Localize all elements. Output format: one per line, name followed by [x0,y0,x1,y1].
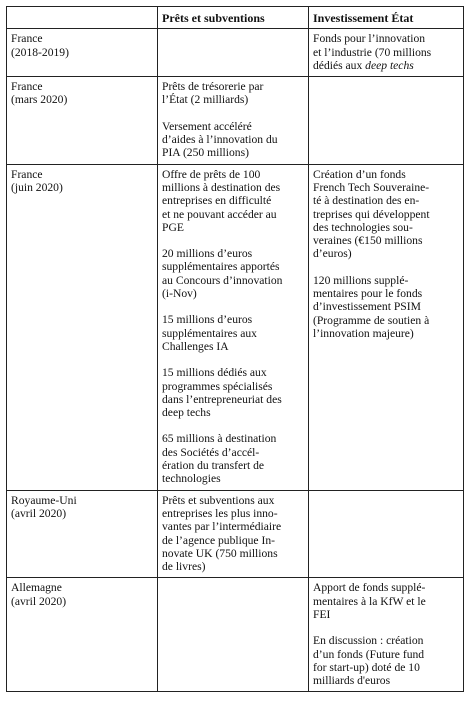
invest-line: FEI [313,607,331,621]
funding-table [6,6,464,692]
prets-line: technologies [162,472,221,486]
country-line: (2018-2019) [11,45,69,59]
country-line: Royaume-Uni [11,493,77,507]
invest-cell [309,164,464,490]
invest-paragraph [313,32,459,72]
invest-line: d’un fonds (Future fund [313,647,425,661]
table-header [7,7,464,29]
country-cell [7,164,158,490]
invest-paragraph [313,581,459,621]
prets-line: 65 millions à destination [162,432,277,446]
country-line: Allemagne [11,581,62,595]
invest-line: 120 millions supplé- [313,273,409,287]
table-row [7,164,464,490]
invest-line: for start-up) doté de 10 [313,660,420,674]
prets-line: et ne pouvant accéder au [162,207,277,221]
invest-paragraph [313,168,459,261]
prets-line: Prêts de trésorerie par [162,80,264,94]
table-row [7,578,464,692]
prets-line: Challenges IA [162,339,229,353]
invest-line: d’investissement PSIM [313,300,421,314]
invest-paragraph [313,274,459,340]
prets-cell [158,77,309,164]
prets-paragraph [162,366,304,419]
table-row [7,490,464,578]
prets-line: Offre de prêts de 100 [162,167,261,181]
prets-line: millions à destination des [162,180,281,194]
invest-cell [309,578,464,692]
table-body [7,29,464,692]
prets-paragraph [162,120,304,160]
invest-paragraph [313,634,459,687]
invest-line: veraines (€150 millions [313,234,423,248]
invest-line: dédiés aux [313,58,366,72]
country-line: France [11,32,43,46]
header-investissement-etat: Investissement État [309,7,464,29]
invest-line: té à destination des en- [313,194,420,208]
prets-paragraph [162,247,304,300]
prets-line: d’aides à l’innovation du [162,133,278,147]
prets-line: (i-Nov) [162,287,197,301]
header-prets-subventions: Prêts et subventions [158,7,309,29]
invest-cell [309,29,464,77]
prets-line: supplémentaires apportés [162,260,280,274]
invest-line: Apport de fonds supplé- [313,581,426,595]
prets-cell [158,164,309,490]
prets-line: de l’agence publique In- [162,533,275,547]
invest-line: Création d’un fonds [313,167,406,181]
prets-paragraph [162,168,304,234]
prets-line: au Concours d’innovation [162,273,283,287]
prets-cell [158,578,309,692]
prets-paragraph [162,432,304,485]
invest-line: treprises qui développent [313,207,430,221]
prets-line: PIA (250 millions) [162,146,249,160]
prets-line: Prêts et subventions aux [162,493,275,507]
prets-line: dans l’entrepreneuriat des [162,392,282,406]
country-line: (juin 2020) [11,180,63,194]
invest-line: l’innovation majeure) [313,326,414,340]
country-line: (avril 2020) [11,594,67,608]
prets-line: des Sociétés d’accél- [162,445,260,459]
prets-line: ération du transfert de [162,459,265,473]
prets-line: PGE [162,220,184,234]
prets-paragraph [162,313,304,353]
invest-line: Fonds pour l’innovation [313,32,426,46]
prets-line: programmes spécialisés [162,379,273,393]
country-cell [7,29,158,77]
table-row [7,29,464,77]
invest-line: d’euros) [313,247,352,261]
prets-line: 15 millions d’euros [162,313,253,327]
invest-cell [309,77,464,164]
country-line: (avril 2020) [11,506,67,520]
header-country [7,7,158,29]
invest-line: mentaires pour le fonds [313,287,423,301]
invest-line: des technologies sou- [313,220,413,234]
prets-cell [158,29,309,77]
prets-line: deep techs [162,406,211,420]
prets-cell [158,490,309,578]
header-row [7,7,464,29]
country-line: (mars 2020) [11,93,68,107]
table-row [7,77,464,164]
country-cell [7,578,158,692]
prets-line: novate UK (750 millions [162,546,278,560]
prets-line: 15 millions dédiés aux [162,366,267,380]
prets-paragraph [162,494,304,574]
invest-line: milliards d'euros [313,674,391,688]
invest-line: (Programme de soutien à [313,313,430,327]
prets-line: l’État (2 milliards) [162,93,249,107]
country-cell [7,77,158,164]
country-line: France [11,167,43,181]
prets-paragraph [162,80,304,107]
prets-line: Versement accéléré [162,119,252,133]
invest-line: mentaires à la KfW et le [313,594,426,608]
prets-line: supplémentaires aux [162,326,257,340]
prets-line: entreprises en difficulté [162,194,272,208]
prets-line: entreprises les plus inno- [162,506,278,520]
prets-line: de livres) [162,560,206,574]
invest-cell [309,490,464,578]
country-line: France [11,80,43,94]
invest-line: French Tech Souveraine- [313,180,430,194]
prets-line: 20 millions d’euros [162,247,253,261]
invest-line: En discussion : création [313,634,424,648]
country-cell [7,490,158,578]
invest-italic-text: deep techs [365,58,414,72]
invest-line: et l’industrie (70 millions [313,45,432,59]
prets-line: vantes par l’intermédiaire [162,520,282,534]
